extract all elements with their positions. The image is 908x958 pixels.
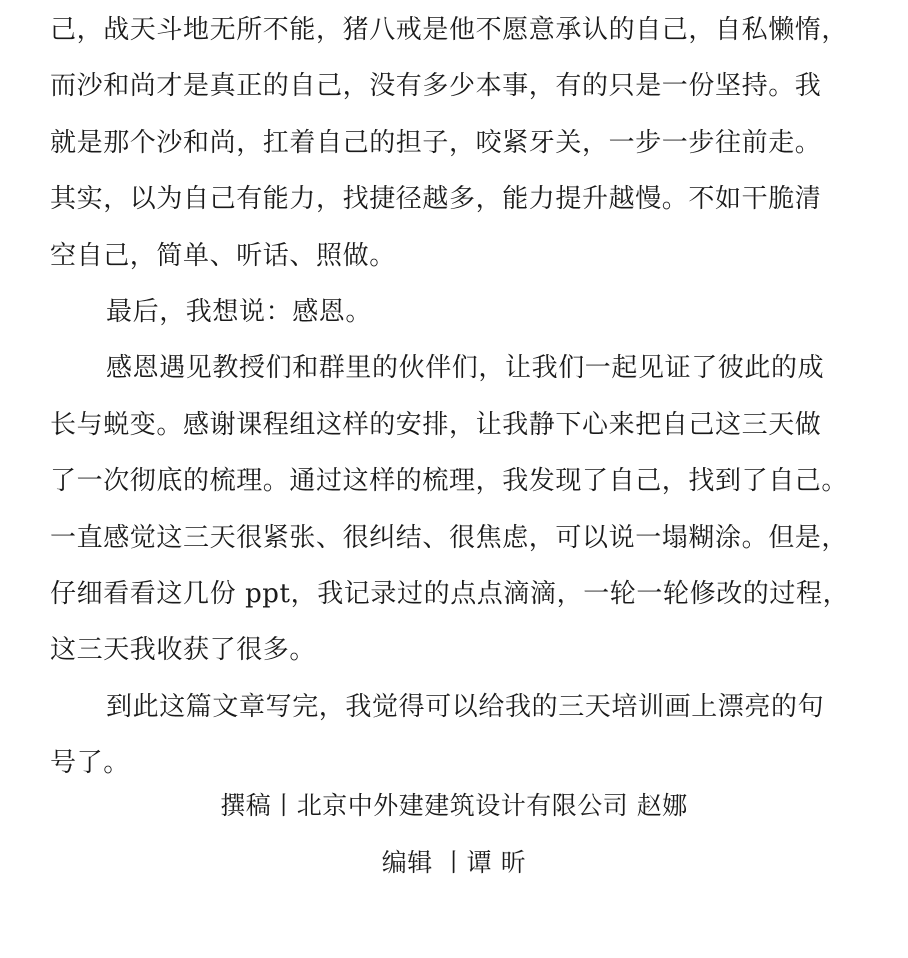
paragraph-line: 到此这篇文章写完，我觉得可以给我的三天培训画上漂亮的句 bbox=[106, 691, 825, 722]
article-body bbox=[50, 2, 862, 791]
paragraph-line: 就是那个沙和尚，扛着自己的担子，咬紧牙关，一步一步往前走。 bbox=[50, 127, 822, 158]
paragraph-line: 而沙和尚才是真正的自己，没有多少本事，有的只是一份坚持。我 bbox=[50, 71, 822, 102]
paragraph-line: 长与蜕变。感谢课程组这样的安排，让我静下心来把自己这三天做 bbox=[50, 409, 822, 440]
paragraph-line: 空自己，简单、听话、照做。 bbox=[50, 240, 396, 271]
paragraph-line: 己，战天斗地无所不能，猪八戒是他不愿意承认的自己，自私懒惰， bbox=[50, 15, 849, 45]
paragraph-line: 一直感觉这三天很紧张、很纠结、很焦虑，可以说一塌糊涂。但是， bbox=[50, 522, 849, 553]
paragraph-line: 这三天我收获了很多。 bbox=[50, 635, 317, 666]
author-credit: 撰稿丨北京中外建建筑设计有限公司 赵娜 bbox=[220, 791, 688, 820]
paragraph-line: 了一次彻底的梳理。通过这样的梳理，我发现了自己，找到了自己。 bbox=[50, 466, 849, 497]
paragraph-line: 其实，以为自己有能力，找捷径越多，能力提升越慢。不如干脆清 bbox=[50, 184, 822, 215]
paragraph-line: 号了。 bbox=[50, 748, 130, 779]
paragraph-line: 感恩遇见教授们和群里的伙伴们，让我们一起见证了彼此的成 bbox=[106, 353, 825, 384]
paragraph-line: 仔细看看这几份 ppt，我记录过的点点滴滴，一轮一轮修改的过程， bbox=[50, 578, 850, 609]
editor-credit: 编辑 丨谭 昕 bbox=[381, 848, 527, 877]
paragraph-line: 最后，我想说：感恩。 bbox=[106, 296, 373, 327]
